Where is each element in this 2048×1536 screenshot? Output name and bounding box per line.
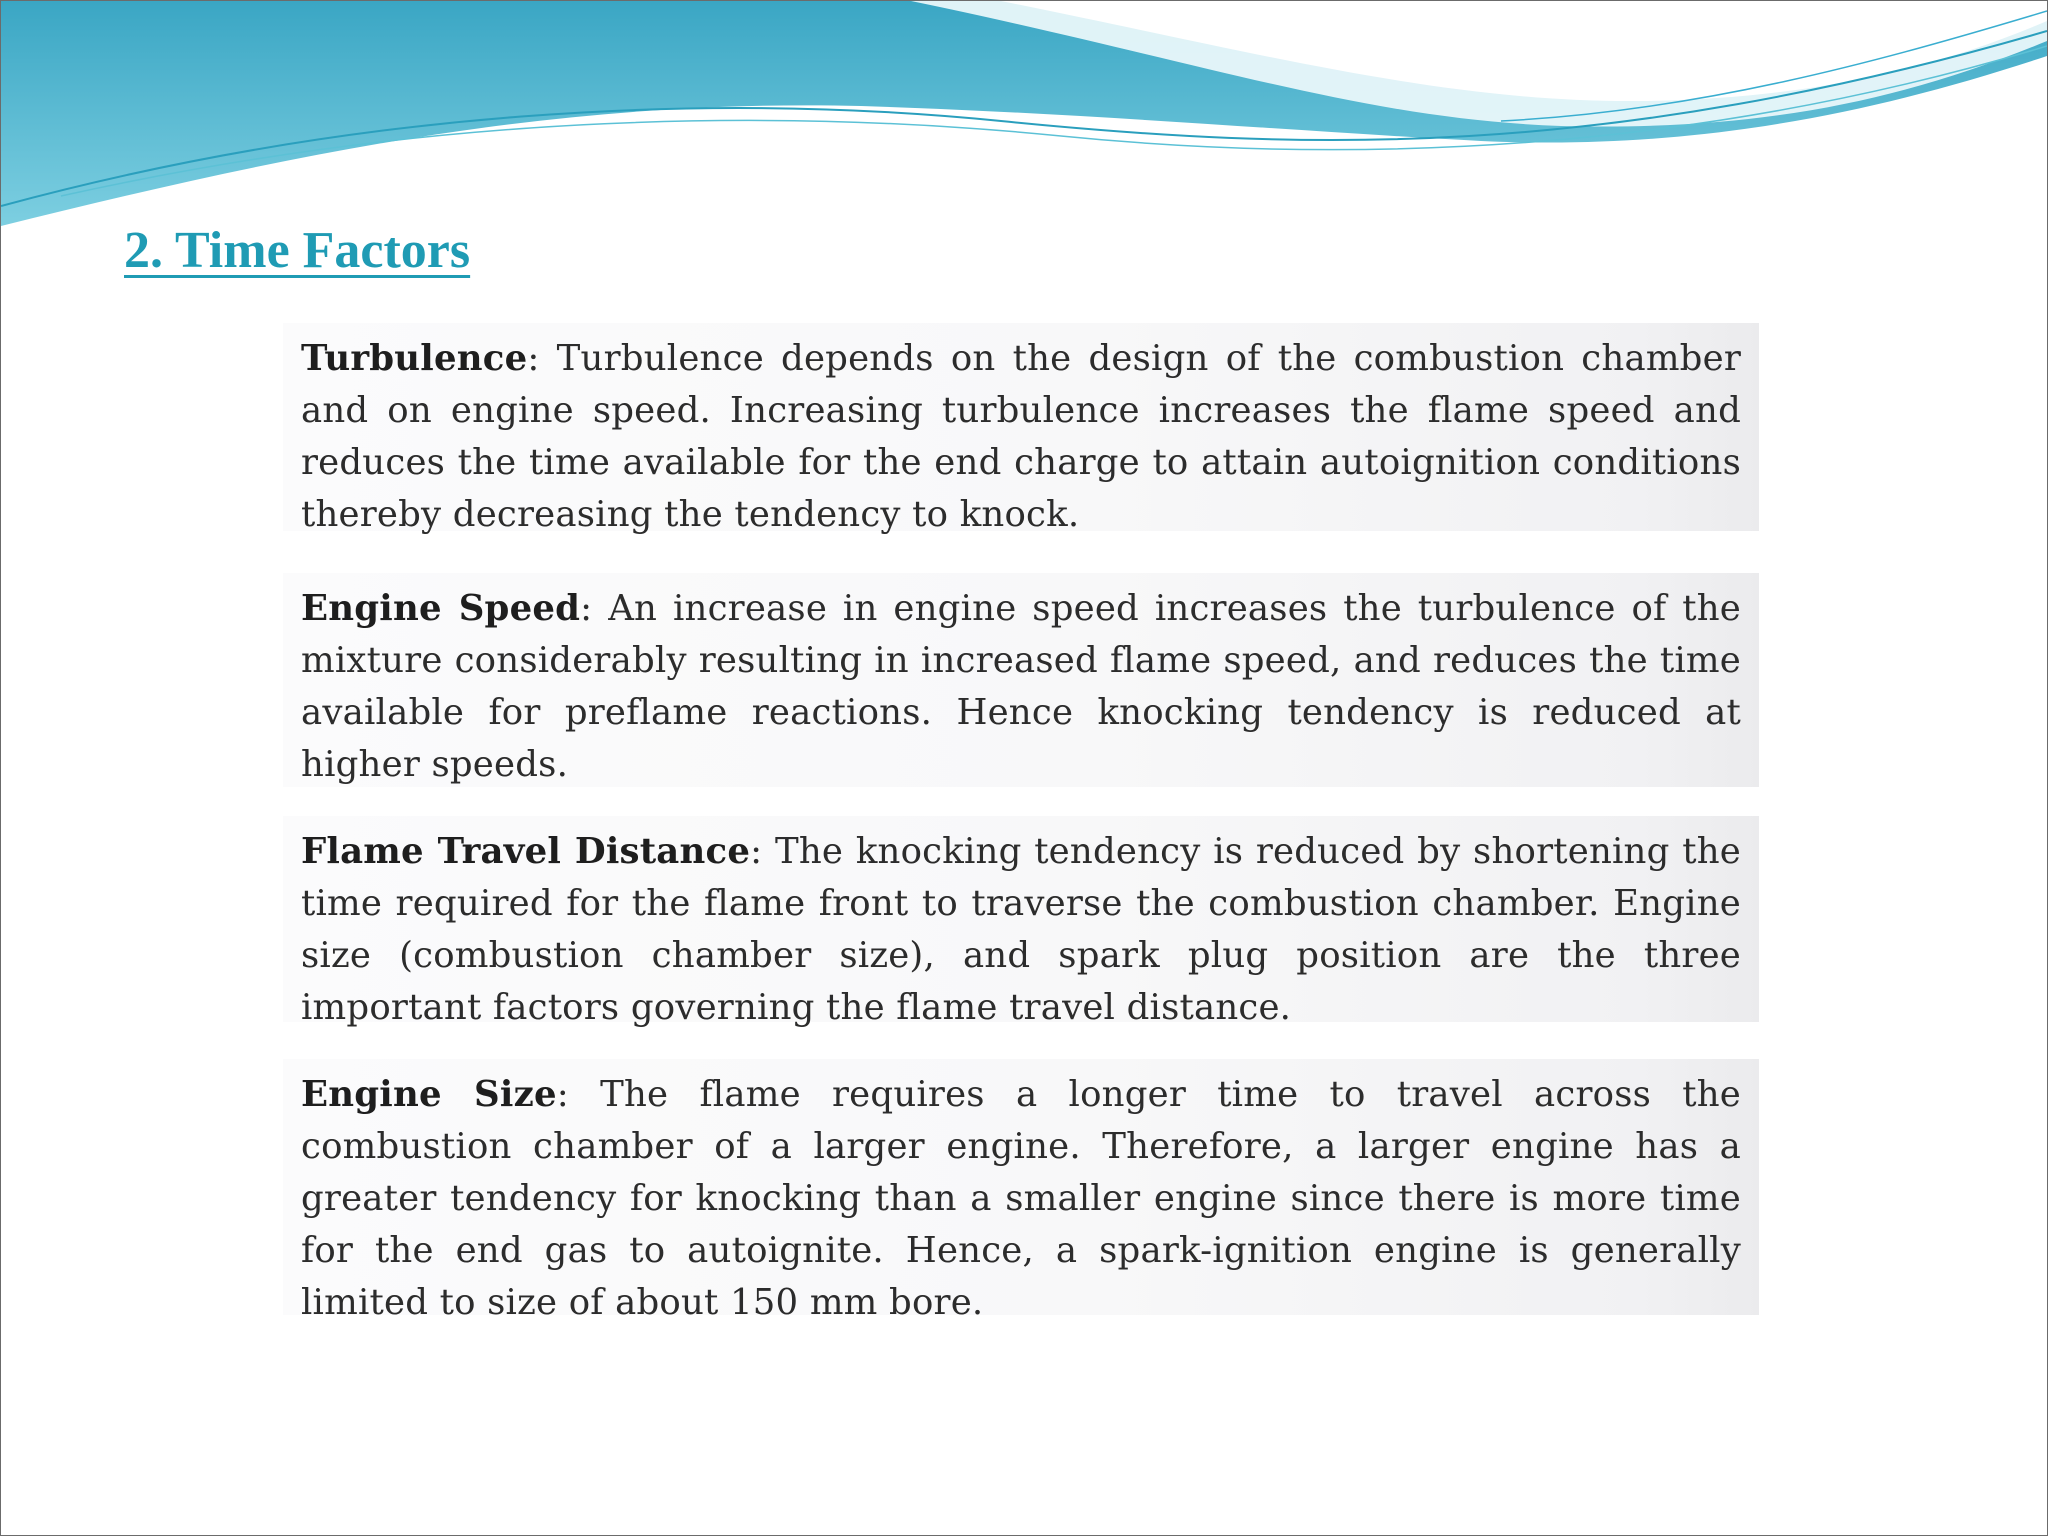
- text-engine-size: : The flame requires a longer time to travel across the combustion chamber of a larger engine. Therefore, a larger engine has a greater tendency for knocking than a smaller engine since there is more time for the end gas to autoignite. Hence, a spark-ignition engine is generally limited to size of about 150 mm bore.: [301, 1074, 1741, 1323]
- slide-title: 2. Time Factors: [124, 222, 471, 279]
- term-turbulence: Turbulence: [301, 338, 528, 379]
- term-flame-travel-distance: Flame Travel Distance: [301, 831, 751, 872]
- paragraph-turbulence: [283, 323, 1759, 535]
- header-wave-decoration: [1, 1, 2047, 241]
- text-engine-speed: : An increase in engine speed increases the turbulence of the mixture considerably resulting in increased flame speed, and reduces the time available for preflame reactions. Hence knocking tendency is reduced at higher speeds.: [301, 588, 1741, 785]
- paragraph-flame-travel-distance: [283, 816, 1759, 1028]
- term-engine-speed: Engine Speed: [301, 588, 581, 629]
- paragraph-engine-speed: [283, 573, 1759, 787]
- paragraph-engine-size: [283, 1059, 1759, 1323]
- text-flame-travel-distance: : The knocking tendency is reduced by shortening the time required for the flame front to traverse the combustion chamber. Engine size (combustion chamber size), and spark plug position are the three important factors governing the flame travel distance.: [301, 831, 1741, 1028]
- text-turbulence: : Turbulence depends on the design of the combustion chamber and on engine speed. Increasing turbulence increases the flame speed and reduces the time available for the end charge to attain autoignition conditions thereby decreasing the tendency to knock.: [301, 338, 1741, 535]
- term-engine-size: Engine Size: [301, 1074, 557, 1115]
